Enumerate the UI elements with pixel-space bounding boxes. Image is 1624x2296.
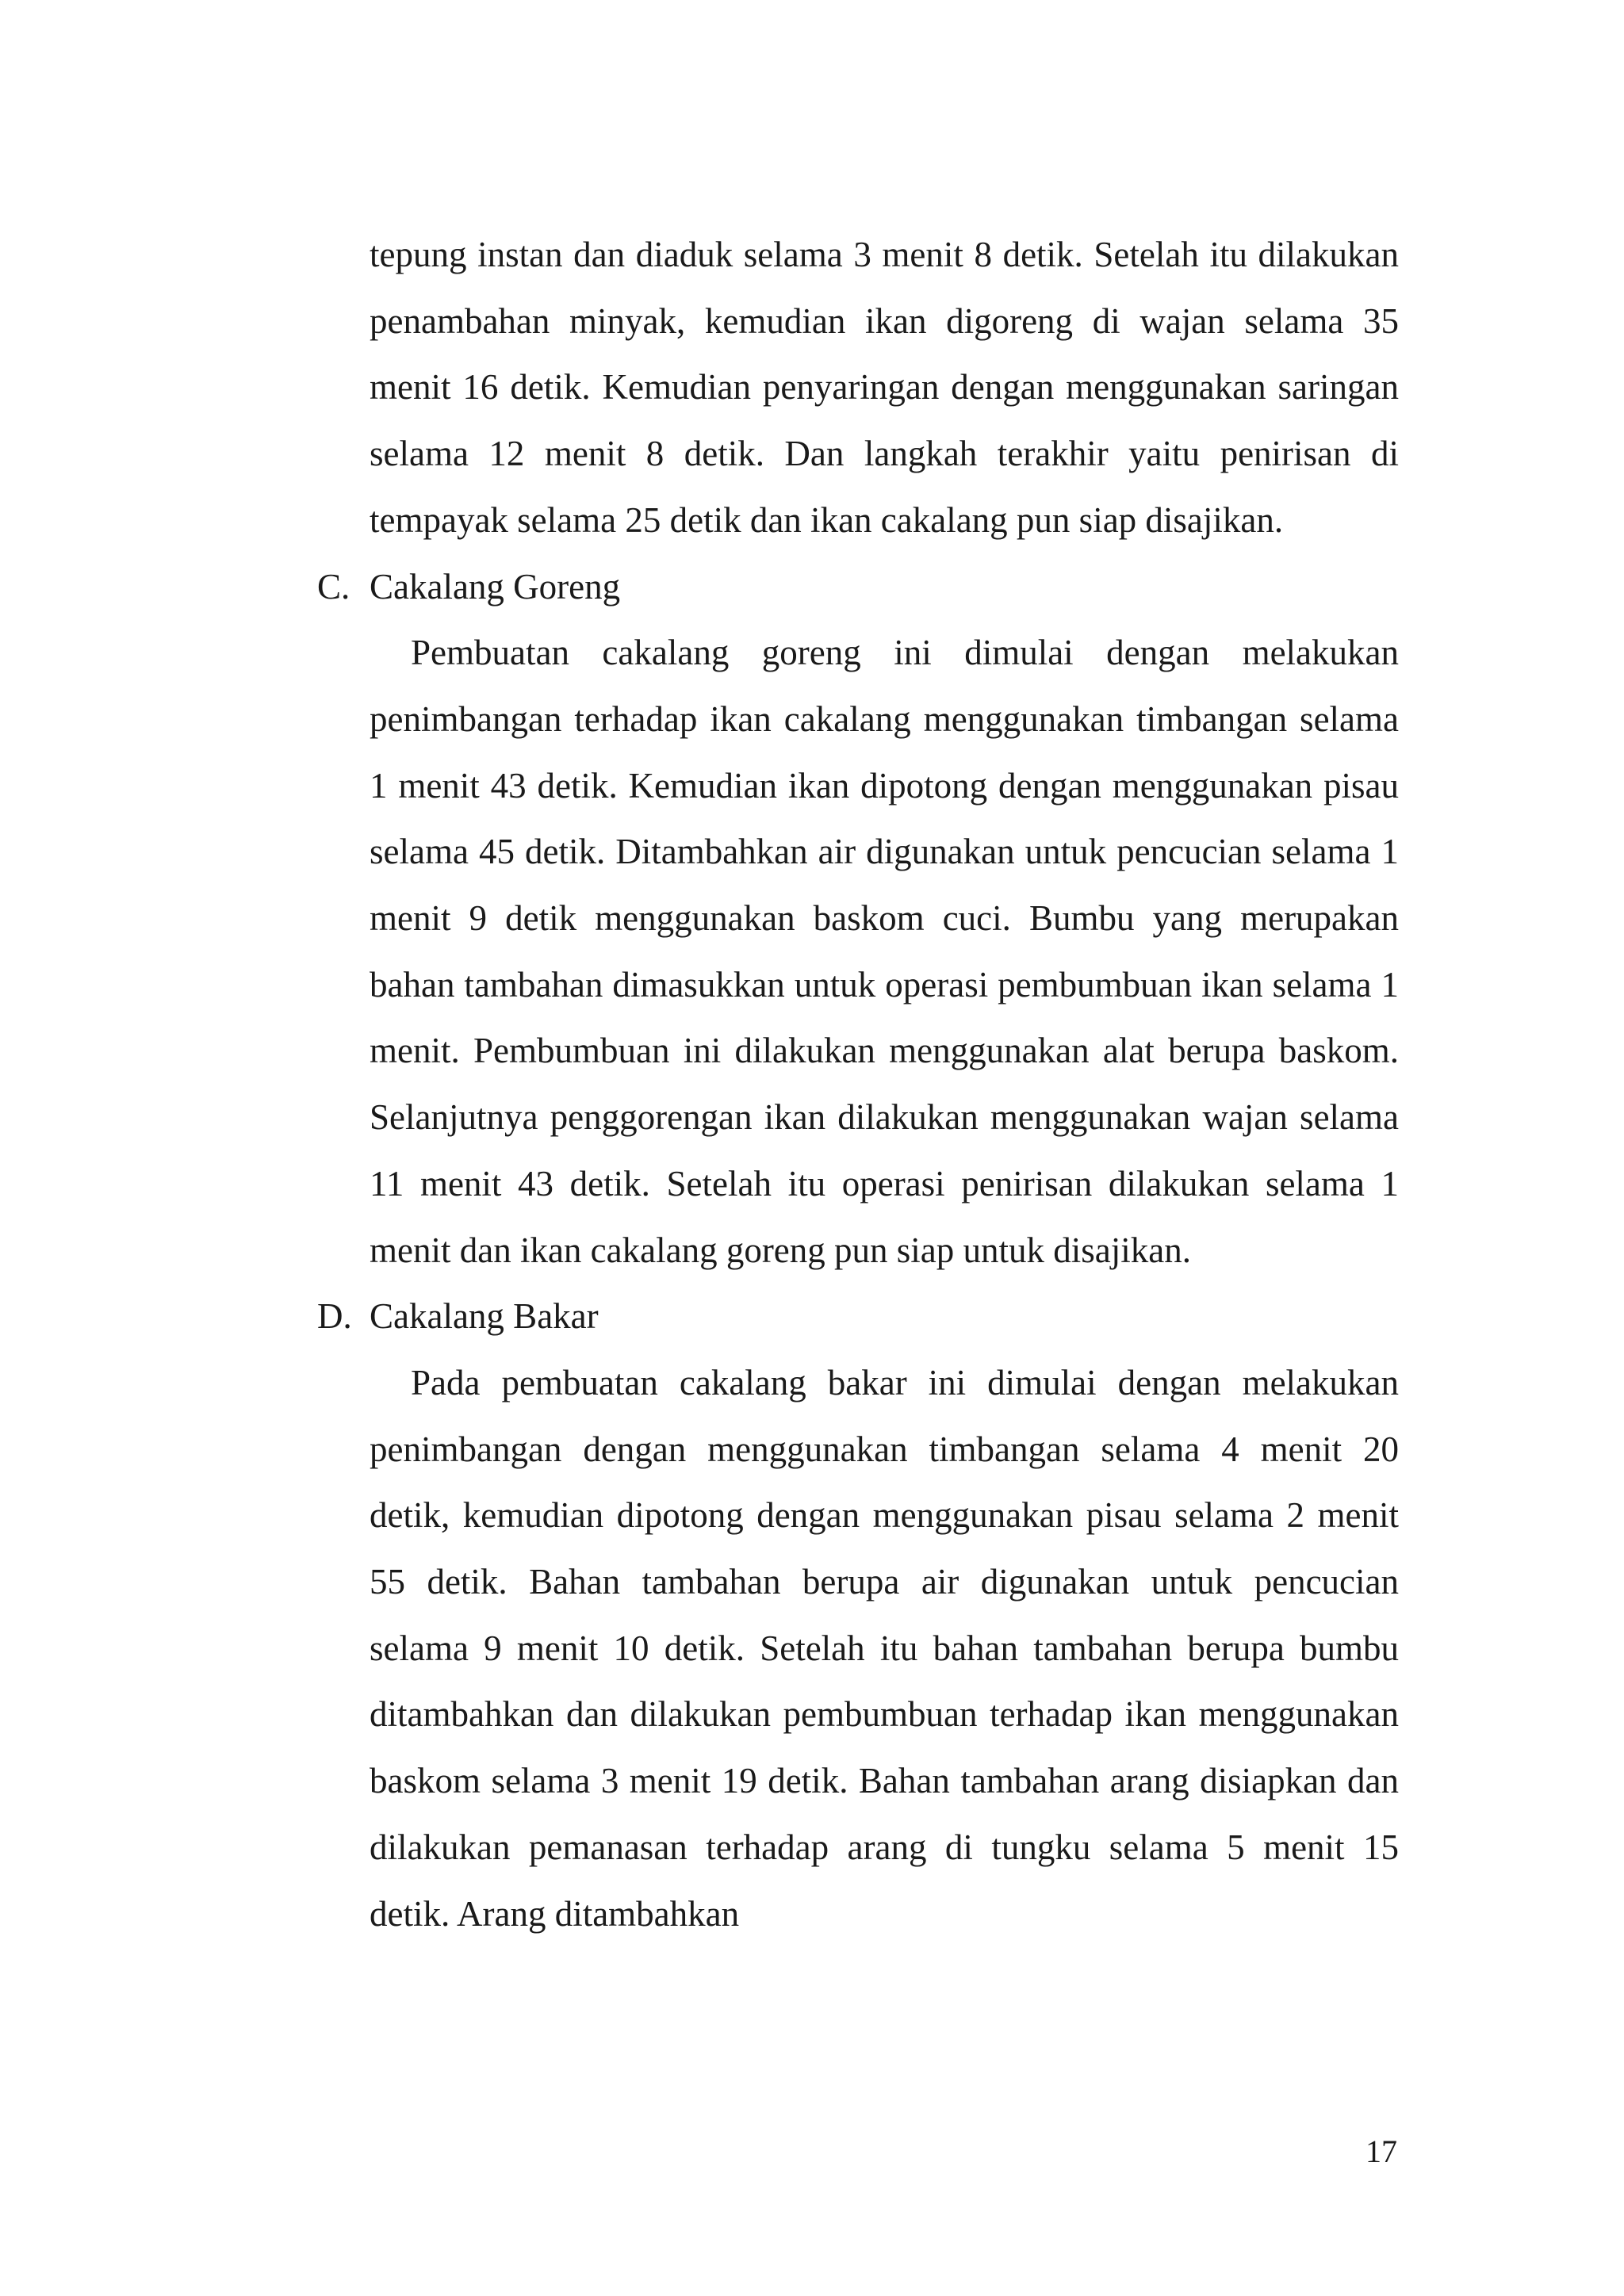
page-number: 17 — [1365, 2133, 1397, 2169]
section-title: Cakalang Goreng — [370, 566, 621, 607]
section-heading-c — [317, 554, 1399, 621]
section-letter: C. — [317, 566, 350, 607]
section-title: Cakalang Bakar — [370, 1296, 599, 1337]
section-letter: D. — [317, 1296, 352, 1337]
page-body — [317, 222, 1399, 1947]
intro-paragraph: tepung instan dan diaduk selama 3 menit 8 detik. Setelah itu dilakukan penambahan minyak, kemudian ikan digoreng di wajan selama 35 menit 16 detik. Kemudian penyaringan dengan menggunakan saringan selama 12 menit 8 detik. Dan langkah terakhir yaitu penirisan di tempayak selama 25 detik dan ikan cakalang pun siap disajikan. — [370, 235, 1399, 540]
section-paragraph-cakalang-bakar: Pada pembuatan cakalang bakar ini dimulai dengan melakukan penimbangan dengan menggunakan timbangan selama 4 menit 20 detik, kemudian dipotong dengan menggunakan pisau selama 2 menit 55 detik. Bahan tambahan berupa air digunakan untuk pencucian selama 9 menit 10 detik. Setelah itu bahan tambahan berupa bumbu ditambahkan dan dilakukan pembumbuan terhadap ikan menggunakan baskom selama 3 menit 19 detik. Bahan tambahan arang disiapkan dan dilakukan pemanasan terhadap arang di tungku selama 5 menit 15 detik. Arang ditambahkan — [370, 1362, 1399, 1934]
section-heading-d — [317, 1284, 1399, 1350]
section-paragraph-cakalang-goreng: Pembuatan cakalang goreng ini dimulai dengan melakukan penimbangan terhadap ikan cakalang menggunakan timbangan selama 1 menit 43 detik. Kemudian ikan dipotong dengan menggunakan pisau selama 45 detik. Ditambahkan air digunakan untuk pencucian selama 1 menit 9 detik menggunakan baskom cuci. Bumbu yang merupakan bahan tambahan dimasukkan untuk operasi pembumbuan ikan selama 1 menit. Pembumbuan ini dilakukan menggunakan alat berupa baskom. Selanjutnya penggorengan ikan dilakukan menggunakan wajan selama 11 menit 43 detik. Setelah itu operasi penirisan dilakukan selama 1 menit dan ikan cakalang goreng pun siap untuk disajikan. — [370, 633, 1399, 1270]
